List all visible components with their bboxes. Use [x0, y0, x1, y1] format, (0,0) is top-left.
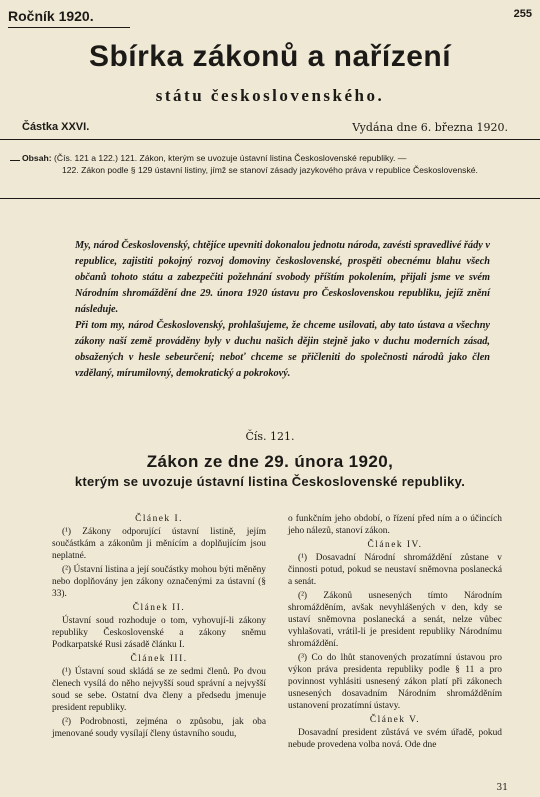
act-title: Zákon ze dne 29. února 1920, — [146, 452, 394, 471]
contents-marker-rule — [10, 160, 20, 161]
volume-year: Ročník 1920. — [8, 8, 94, 24]
issue-number: Částka XXVI. — [22, 121, 90, 133]
article-paragraph: Ústavní soud rozhoduje o tom, vyhovují-li zákony republiky Československé a zákony sněmu Podkarpatské Rusi zásadě článku I. — [52, 616, 266, 650]
article-paragraph: o funkčním jeho období, o řízení před ním a o účincích jeho nálezů, stanoví zákon. — [288, 514, 502, 536]
contents-box — [22, 152, 522, 176]
article-paragraph: Dosavadní president zůstává ve svém úřadě, pokud nebude provedena volba nová. Ode dne — [288, 728, 502, 750]
article-paragraph: (²) Zákonů usnesených tímto Národním shromážděním, avšak nevyhlášených v den, kdy se ustaví sněmovna poslanecká a senát, nelze vůbec vyhlašovati, vrátil-li je president republiky Národnímu shromáždění. — [288, 591, 502, 649]
contents-top-rule — [0, 139, 540, 140]
contents-line-1: (Čís. 121 a 122.) 121. Zákon, kterým se uvozuje ústavní listina Československé republiky. — — [54, 153, 407, 163]
right-column — [288, 513, 502, 753]
left-column — [52, 513, 266, 742]
header-rule — [8, 27, 130, 28]
preamble — [75, 238, 490, 382]
contents-bottom-rule — [0, 198, 540, 199]
page-number: 255 — [513, 8, 532, 20]
article-paragraph: (¹) Ústavní soud skládá se ze sedmi členů. Po dvou členech vysílá do něho nejvyšší soud správní a nejvyšší soud se sebe. Ostatní dva členy a předsedu jmenuje president republiky. — [52, 667, 266, 713]
act-subtitle: kterým se uvozuje ústavní listina Československé republiky. — [74, 474, 466, 489]
article-paragraph: (³) Co do lhůt stanovených prozatímní ústavou pro výkon práva presidenta republiky podle § 11 a pro povinnost vyhlásiti usnesený zákon platí při zákonech usnesených dosavadním Národním shromážděním ustanovení prozatímní ústavy. — [288, 653, 502, 711]
act-number: Čís. 121. — [245, 430, 295, 443]
contents-label: Obsah: — [22, 153, 52, 163]
gazette-subtitle: státu československého. — [155, 86, 385, 105]
issue-date: Vydána dne 6. března 1920. — [352, 121, 508, 134]
article-paragraph: (¹) Dosavadní Národní shromáždění zůstane v činnosti potud, pokud se neustaví sněmovna poslanecká a senát. — [288, 553, 502, 587]
sheet-number: 31 — [496, 783, 508, 793]
article-heading: Článek IV. — [367, 540, 423, 550]
article-paragraph: (²) Ústavní listina a její součástky mohou býti měněny nebo doplňovány jen zákony označenými za ústavní (§ 33). — [52, 565, 266, 599]
contents-line-2: 122. Zákon podle § 129 ústavní listiny, jímž se stanoví zásady jazykového práva v republice Československé. — [62, 165, 478, 175]
article-heading: Článek I. — [135, 514, 183, 524]
preamble-paragraph-2: Při tom my, národ Československý, prohlašujeme, že chceme usilovati, aby tato ústava a všechny zákony naší země prováděny byly v duchu našich dějin stejně jako v duchu moderních zásad, obsažených v hesle sebeurčení; neboť chceme se přičleniti do společnosti národů jako člen vzdělaný, mírumilovný, demokratický a pokrokový. — [75, 320, 490, 379]
article-heading: Článek V. — [369, 715, 421, 725]
preamble-paragraph-1: My, národ Československý, chtějíce upevniti dokonalou jednotu národa, zavésti spravedlivé řády v republice, zajistiti pokojný rozvoj domoviny československé, prospěti obecnému blahu všech občanů tohoto státu a zabezpečiti požehnání svobody příštím pokolením, přijali jsme ve svém Národním shromáždění dne 29. února 1920 ústavu pro Československou republiku, jejíž znění následuje. — [75, 240, 490, 315]
gazette-title: Sbírka zákonů a nařízení — [88, 40, 452, 73]
article-heading: Článek III. — [130, 654, 188, 664]
article-paragraph: (²) Podrobnosti, zejména o způsobu, jak oba jmenované soudy vysílají členy ústavního soudu, — [52, 717, 266, 739]
article-heading: Článek II. — [132, 603, 186, 613]
article-paragraph: (¹) Zákony odporující ústavní listině, jejím součástkám a zákonům ji měnícím a doplňujícím jsou neplatné. — [52, 527, 266, 561]
